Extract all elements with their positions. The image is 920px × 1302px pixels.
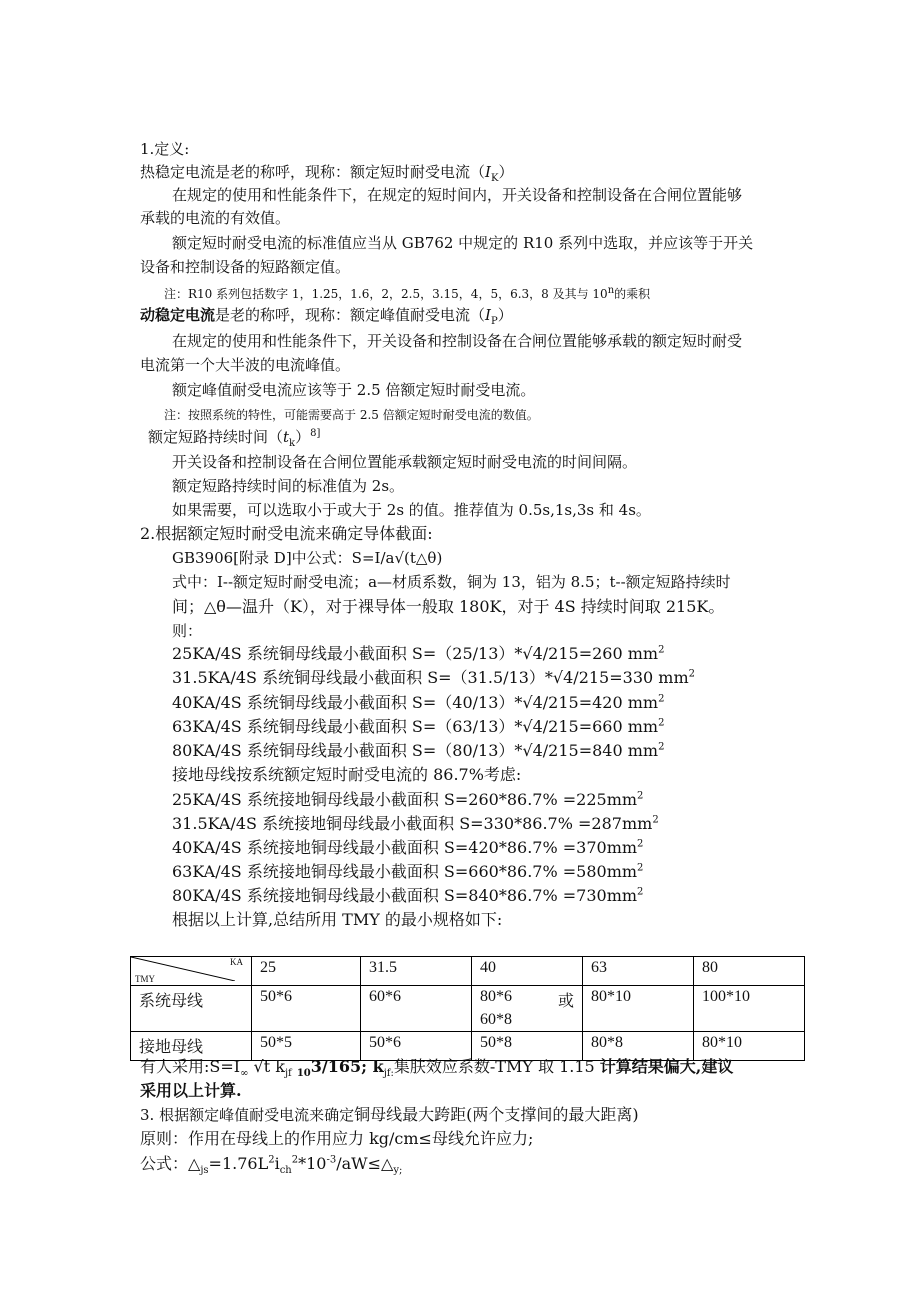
- table-cell: 80*10: [694, 1032, 805, 1061]
- calc-line: 31.5KA/4S 系统铜母线最小截面积 S=（31.5/13）*√4/215=330 $mm^2$: [172, 668, 695, 687]
- table-cell: 60*6: [361, 986, 472, 1032]
- table-cell: 80*6 或 60*8: [472, 986, 583, 1032]
- formula-line: GB3906[附录 D]中公式：S=I/a√(t△θ): [172, 549, 443, 567]
- dynamic-para1a: 在规定的使用和性能条件下，开关设备和控制设备在合闸位置能够承载的额定短时耐受: [172, 332, 743, 350]
- ground-line: 80KA/4S 系统接地铜母线最小截面积 $S=840*86.7\% =730mm^2$: [172, 886, 644, 905]
- dynamic-para2: 额定峰值耐受电流应该等于 2.5 倍额定短时耐受电流。: [172, 381, 536, 399]
- table-row: [131, 986, 805, 1032]
- dynamic-para1b: 电流第一个大半波的电流峰值。: [140, 356, 351, 374]
- table-cell: 50*6: [252, 986, 361, 1032]
- principle-line: 原则：作用在母线上的作用应力 kg/cm≤母线允许应力;: [140, 1129, 534, 1148]
- span-formula-line: 公式：$\triangle_{js}=1.76L^2i_{ch}^2*10^{-3}/aW\le\triangle_{y;}$: [140, 1154, 403, 1177]
- duration-line: 额定短路持续时间$(t_k)^{8]}$: [148, 428, 321, 449]
- table-header-cell: 80: [694, 957, 805, 986]
- ground-intro: 接地母线按系统额定短时耐受电流的 86.7%考虑:: [172, 765, 522, 784]
- table-cell: 50*8: [472, 1032, 583, 1061]
- table-cell: 100*10: [694, 986, 805, 1032]
- table-row-label: 接地母线: [131, 1032, 252, 1061]
- corner-ka-label: KA: [230, 957, 243, 967]
- table-header-cell: 63: [583, 957, 694, 986]
- where-line-a: 式中：I--额定短时耐受电流；a—材质系数，铜为 13，铝为 8.5；t--额定短路持续时: [172, 573, 731, 591]
- note-peak: 注：按照系统的特性，可能需要高于 2.5 倍额定短时耐受电流的数值。: [164, 408, 539, 422]
- thermal-para2a: 额定短时耐受电流的标准值应当从 GB762 中规定的 R10 系列中选取，并应该等于开关: [172, 234, 754, 252]
- thermal-para1a: 在规定的使用和性能条件下，在规定的短时间内，开关设备和控制设备在合闸位置能够: [172, 186, 743, 204]
- table-header-row: [131, 957, 805, 986]
- calc-line: 80KA/4S 系统铜母线最小截面积 S=（80/13）*√4/215=840 $mm^2$: [172, 741, 665, 760]
- table-cell: 50*6: [361, 1032, 472, 1061]
- section3-title: 3. 根据额定峰值耐受电流来确定铜母线最大跨距(两个支撑间的最大距离): [140, 1105, 639, 1124]
- ground-line: 31.5KA/4S 系统接地铜母线最小截面积 $S=330*86.7\% =287mm^2$: [172, 814, 659, 833]
- summary-line: 根据以上计算,总结所用 TMY 的最小规格如下:: [172, 910, 503, 929]
- table-cell: 50*5: [252, 1032, 361, 1061]
- duration-para1: 开关设备和控制设备在合闸位置能承载额定短时耐受电流的时间间隔。: [172, 453, 638, 471]
- calc-line: 63KA/4S 系统铜母线最小截面积 S=（63/13）*√4/215=660 $mm^2$: [172, 717, 665, 736]
- thermal-para1b: 承载的电流的有效值。: [140, 209, 291, 227]
- table-row-label: 系统母线: [131, 986, 252, 1032]
- note-r10: 注：R10 系列包括数字 1，1.25，1.6，2，2.5，3.15，4，5，6.3，8 及其与 10$^n$的乘积: [164, 285, 651, 301]
- thermal-para2b: 设备和控制设备的短路额定值。: [140, 258, 351, 276]
- then-label: 则：: [172, 622, 203, 640]
- calc-line: 40KA/4S 系统铜母线最小截面积 S=（40/13）*√4/215=420 $mm^2$: [172, 693, 665, 712]
- table-cell: 80*8: [583, 1032, 694, 1061]
- table-cell: 80*10: [583, 986, 694, 1032]
- alt-formula-line: 有人采用$:S=I_\infty$ √t $k_{jf}$ $_{10}$3/165; $k_{jf:}$集肤效应系数-TMY 取 1.15 计算结果偏大,建议: [140, 1057, 734, 1080]
- tmy-spec-table: [130, 956, 805, 1061]
- where-line-b: 间；△θ—温升（K），对于裸导体一般取 180K，对于 4S 持续时间取 215K。: [172, 597, 725, 616]
- corner-tmy-label: TMY: [135, 974, 155, 984]
- table-header-cell: 25: [252, 957, 361, 986]
- thermal-current-line: 热稳定电流是老的称呼，现称：额定短时耐受电流$(I_K)$: [140, 163, 514, 184]
- ground-line: 40KA/4S 系统接地铜母线最小截面积 $S=420*86.7\% =370mm^2$: [172, 838, 644, 857]
- section2-title: 2.根据额定短时耐受电流来确定导体截面:: [140, 524, 433, 543]
- alt-formula-conclusion: 采用以上计算.: [140, 1081, 242, 1100]
- table-corner-cell: [131, 957, 252, 986]
- calc-line: 25KA/4S 系统铜母线最小截面积 S=（25/13）*√4/215=260 $mm^2$: [172, 644, 665, 663]
- table-header-cell: 31.5: [361, 957, 472, 986]
- section1-title: 1.定义:: [140, 140, 190, 158]
- duration-para3: 如果需要，可以选取小于或大于 2s 的值。推荐值为 0.5s,1s,3s 和 4s。: [172, 501, 651, 519]
- duration-para2: 额定短路持续时间的标准值为 2s。: [172, 477, 405, 495]
- ground-line: 63KA/4S 系统接地铜母线最小截面积 $S=660*86.7\% =580mm^2$: [172, 862, 644, 881]
- table-header-cell: 40: [472, 957, 583, 986]
- ground-line: 25KA/4S 系统接地铜母线最小截面积 $S=260*86.7\% =225mm^2$: [172, 790, 644, 809]
- dynamic-current-line: 动稳定电流是老的称呼，现称：额定峰值耐受电流$(I_P)$: [140, 306, 513, 327]
